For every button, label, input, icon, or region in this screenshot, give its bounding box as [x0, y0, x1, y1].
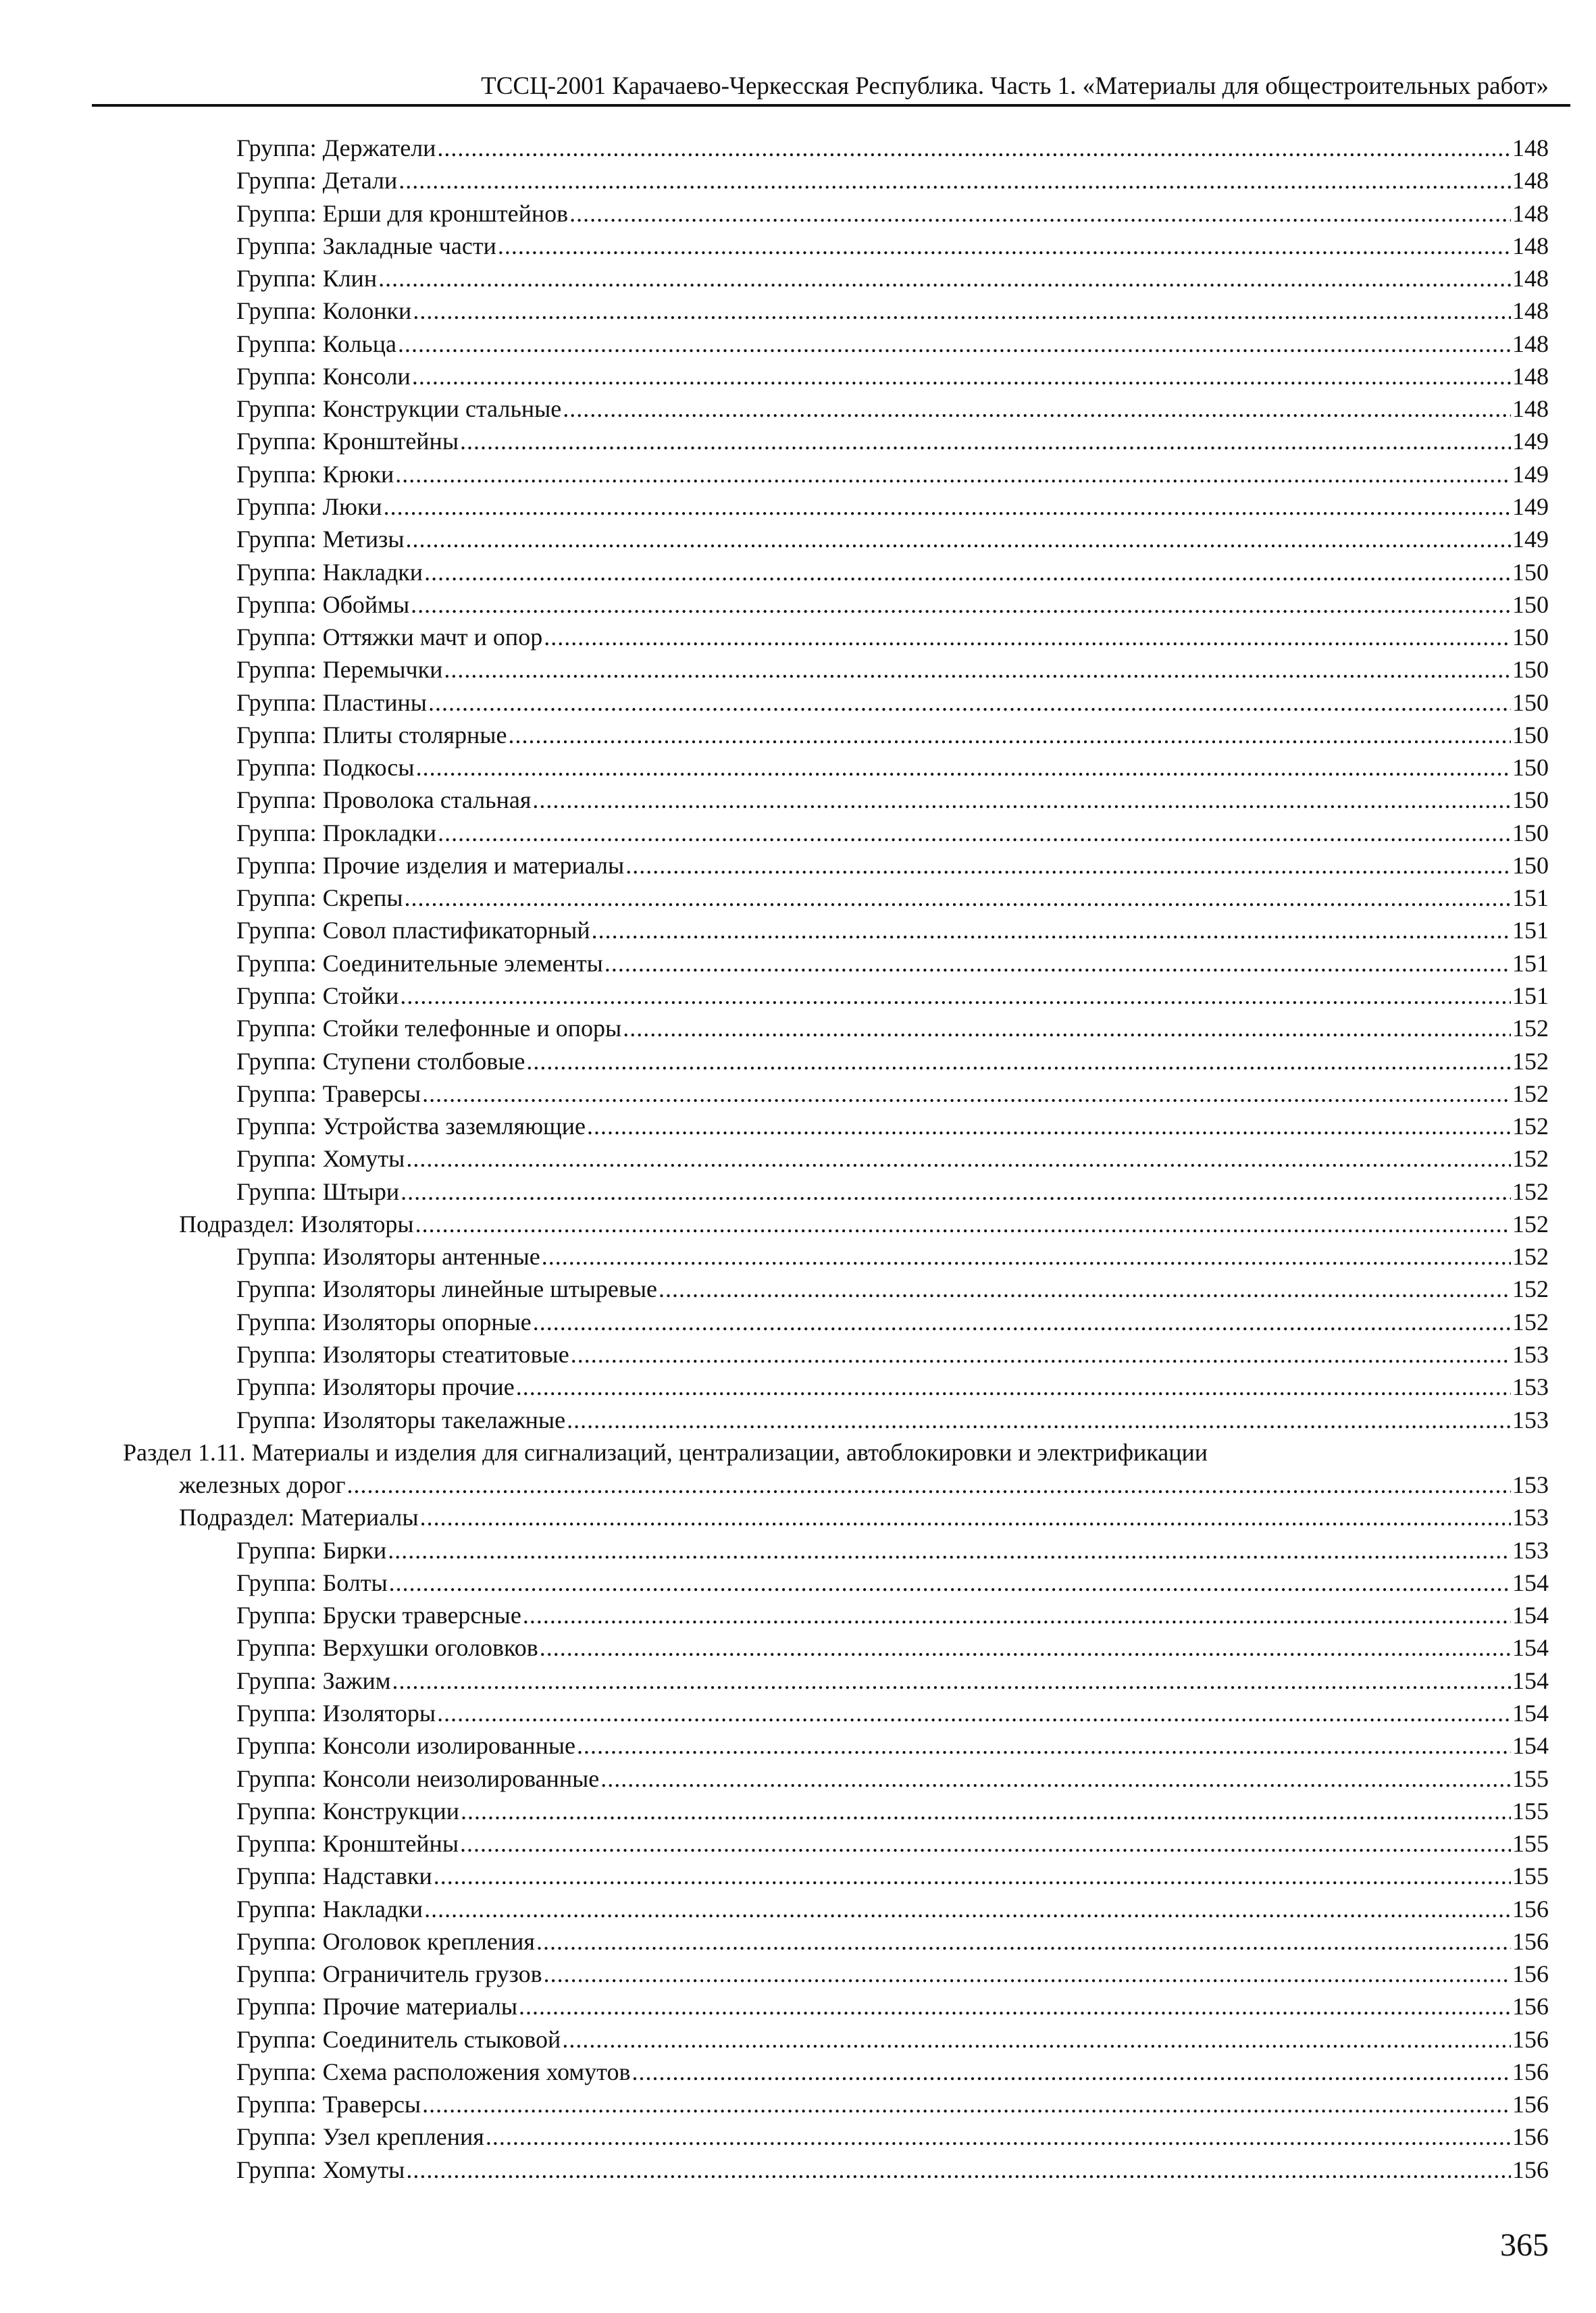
toc-entry-page: 150	[1512, 558, 1549, 586]
toc-entry-page: 156	[1512, 1993, 1549, 2020]
toc-entry-title: Группа: Консоли изолированные	[236, 1732, 576, 1760]
toc-entry-page: 156	[1512, 2091, 1549, 2118]
toc-entry-page: 151	[1512, 982, 1549, 1010]
toc-entry-title: Группа: Держатели	[236, 134, 436, 161]
toc-entry-page: 153	[1512, 1373, 1549, 1401]
toc-entry	[236, 588, 1549, 621]
toc-entry-page: 149	[1512, 492, 1549, 520]
dot-leader	[422, 1077, 1511, 1110]
toc-entry-title: Группа: Бруски траверсные	[236, 1602, 521, 1629]
toc-entry	[236, 262, 1549, 295]
toc-entry-page: 148	[1512, 232, 1549, 259]
dot-leader	[533, 1306, 1511, 1338]
toc-entry	[236, 1012, 1549, 1044]
toc-entry-page: 150	[1512, 851, 1549, 879]
toc-entry	[123, 1436, 1549, 1469]
toc-entry-page: 150	[1512, 688, 1549, 716]
dot-leader	[347, 1469, 1511, 1501]
toc-entry-page: 152	[1512, 1047, 1549, 1075]
dot-leader	[632, 2056, 1511, 2088]
dot-leader	[438, 817, 1511, 849]
toc-entry-title: железных дорог	[179, 1471, 346, 1499]
dot-leader	[577, 1729, 1511, 1762]
dot-leader	[406, 1142, 1511, 1175]
toc-entry-page: 153	[1512, 1340, 1549, 1368]
toc-entry	[236, 653, 1549, 686]
dot-leader	[516, 1371, 1511, 1403]
toc-entry-page: 151	[1512, 884, 1549, 912]
toc-entry-page: 149	[1512, 460, 1549, 488]
toc-entry	[236, 328, 1549, 360]
toc-entry	[236, 849, 1549, 882]
toc-entry	[236, 556, 1549, 588]
toc-entry	[236, 164, 1549, 197]
toc-entry	[236, 132, 1549, 164]
toc-entry-page: 154	[1512, 1699, 1549, 1727]
dot-leader	[508, 719, 1511, 751]
toc-entry-page: 152	[1512, 1113, 1549, 1140]
toc-entry-page: 151	[1512, 917, 1549, 944]
toc-entry	[236, 197, 1549, 230]
dot-leader	[587, 1110, 1511, 1142]
toc-entry-title: Группа: Изоляторы	[236, 1699, 436, 1727]
toc-entry-title: Группа: Штыри	[236, 1177, 400, 1205]
dot-leader	[400, 980, 1511, 1012]
toc-entry-page: 154	[1512, 1634, 1549, 1662]
dot-leader	[434, 1860, 1511, 1892]
toc-entry-title: Группа: Изоляторы стеатитовые	[236, 1340, 569, 1368]
toc-entry-page: 152	[1512, 1308, 1549, 1336]
toc-entry-page: 148	[1512, 167, 1549, 195]
toc-entry-page: 150	[1512, 656, 1549, 684]
toc-entry-page: 150	[1512, 624, 1549, 651]
dot-leader	[625, 849, 1511, 882]
dot-leader	[428, 686, 1511, 719]
toc-entry-page: 149	[1512, 526, 1549, 553]
toc-entry-title: Группа: Прочие материалы	[236, 1993, 518, 2020]
toc-entry-page: 156	[1512, 1895, 1549, 1923]
toc-entry-title: Группа: Хомуты	[236, 1145, 405, 1173]
toc-entry	[236, 1925, 1549, 1958]
toc-entry-title: Группа: Верхушки оголовков	[236, 1634, 538, 1662]
toc-entry-title: Группа: Узел крепления	[236, 2123, 484, 2151]
toc-entry	[236, 1990, 1549, 2023]
toc-entry-title: Группа: Оттяжки мачт и опор	[236, 624, 543, 651]
toc-entry	[236, 2056, 1549, 2088]
toc-entry-page: 152	[1512, 1015, 1549, 1042]
toc-entry-page: 152	[1512, 1079, 1549, 1107]
toc-entry	[236, 882, 1549, 914]
toc-entry-title: Группа: Бирки	[236, 1536, 387, 1564]
dot-leader	[519, 1990, 1511, 2023]
toc-entry-title: Группа: Изоляторы линейные штыревые	[236, 1275, 658, 1303]
toc-entry	[236, 784, 1549, 816]
toc-entry-title: Группа: Закладные части	[236, 232, 496, 259]
toc-entry-page: 154	[1512, 1569, 1549, 1596]
toc-entry-page: 148	[1512, 395, 1549, 423]
dot-leader	[623, 1012, 1511, 1044]
toc-entry	[236, 751, 1549, 784]
dot-leader	[542, 1240, 1511, 1273]
toc-entry-title: Группа: Надставки	[236, 1862, 432, 1890]
dot-leader	[406, 2154, 1511, 2186]
dot-leader	[398, 164, 1511, 197]
toc-entry	[236, 2088, 1549, 2120]
toc-entry-page: 156	[1512, 1960, 1549, 1988]
toc-entry-title: Группа: Зажим	[236, 1667, 391, 1694]
toc-entry-title: Группа: Оголовок крепления	[236, 1927, 535, 1955]
toc-entry	[236, 914, 1549, 946]
dot-leader	[420, 1501, 1511, 1533]
toc-entry-page: 152	[1512, 1177, 1549, 1205]
toc-entry-title: Группа: Соединительные элементы	[236, 949, 603, 977]
toc-entry-title: Группа: Люки	[236, 492, 382, 520]
dot-leader	[395, 458, 1511, 490]
toc-entry	[236, 1338, 1549, 1371]
toc-entry-page: 148	[1512, 199, 1549, 227]
dot-leader	[567, 1404, 1511, 1436]
toc-entry-title: Группа: Изоляторы такелажные	[236, 1406, 566, 1433]
toc-entry	[236, 1599, 1549, 1631]
toc-entry-title: Группа: Кронштейны	[236, 1830, 459, 1858]
toc-entry	[236, 1045, 1549, 1077]
toc-entry-title: Группа: Изоляторы прочие	[236, 1373, 515, 1401]
toc-entry-title: Группа: Конструкции	[236, 1797, 460, 1825]
toc-entry-title: Группа: Обоймы	[236, 590, 410, 618]
dot-leader	[415, 1208, 1511, 1240]
toc-entry	[236, 1371, 1549, 1403]
toc-entry-title: Группа: Болты	[236, 1569, 388, 1596]
dot-leader	[544, 1958, 1511, 1990]
toc-entry-page: 156	[1512, 2058, 1549, 2085]
dot-leader	[406, 523, 1511, 555]
toc-entry-title: Подраздел: Материалы	[179, 1504, 419, 1531]
dot-leader	[659, 1273, 1511, 1305]
dot-leader	[392, 1664, 1511, 1697]
dot-leader	[444, 653, 1511, 686]
toc-entry-title: Группа: Совол пластификаторный	[236, 917, 590, 944]
toc-entry	[236, 1273, 1549, 1305]
toc-entry-title: Группа: Прочие изделия и материалы	[236, 851, 625, 879]
toc-entry	[236, 1567, 1549, 1599]
toc-entry-title: Группа: Ступени столбовые	[236, 1047, 525, 1075]
toc-entry	[236, 2120, 1549, 2153]
toc-entry-title: Группа: Изоляторы опорные	[236, 1308, 532, 1336]
toc-entry	[236, 686, 1549, 719]
toc-entry-title: Группа: Кольца	[236, 330, 396, 357]
toc-entry	[236, 947, 1549, 980]
toc-entry-page: 149	[1512, 428, 1549, 455]
toc-entry	[236, 490, 1549, 523]
dot-leader	[540, 1631, 1511, 1664]
dot-leader	[523, 1599, 1511, 1631]
dot-leader	[389, 1567, 1511, 1599]
running-header: ТССЦ-2001 Карачаево-Черкесская Республика. Часть 1. «Материалы для общестроительных работ»	[481, 72, 1549, 100]
toc-entry-page: 156	[1512, 2025, 1549, 2053]
toc-entry-title: Раздел 1.11. Материалы и изделия для сигнализаций, централизации, автоблокировки и электрификации	[123, 1438, 1208, 1466]
toc-entry-title: Группа: Колонки	[236, 297, 412, 325]
toc-entry-title: Группа: Пластины	[236, 688, 427, 716]
dot-leader	[532, 784, 1511, 816]
dot-leader	[604, 947, 1511, 980]
toc-entry	[179, 1501, 1549, 1533]
toc-entry	[236, 1697, 1549, 1729]
toc-entry	[236, 1958, 1549, 1990]
toc-entry-title: Группа: Консоли	[236, 362, 411, 390]
dot-leader	[411, 588, 1511, 621]
toc-entry-title: Подраздел: Изоляторы	[179, 1210, 414, 1238]
toc-entry-title: Группа: Крюки	[236, 460, 394, 488]
toc-entry-page: 156	[1512, 1927, 1549, 1955]
dot-leader	[592, 914, 1511, 946]
toc-entry	[236, 1077, 1549, 1110]
toc-entry	[236, 458, 1549, 490]
toc-entry	[236, 1306, 1549, 1338]
toc-entry-title: Группа: Ограничитель грузов	[236, 1960, 542, 1988]
toc-entry-page: 148	[1512, 134, 1549, 161]
toc-entry-title: Группа: Проволока стальная	[236, 786, 532, 814]
toc-entry	[236, 392, 1549, 425]
dot-leader	[424, 1893, 1511, 1925]
toc-entry-page: 155	[1512, 1797, 1549, 1825]
dot-leader	[437, 132, 1511, 164]
dot-leader	[424, 556, 1511, 588]
dot-leader	[571, 1338, 1511, 1371]
toc-entry-page: 152	[1512, 1210, 1549, 1238]
dot-leader	[486, 2120, 1511, 2153]
toc-entry	[236, 1893, 1549, 1925]
toc-entry	[236, 1534, 1549, 1567]
toc-entry-page: 155	[1512, 1830, 1549, 1858]
toc-entry-page: 153	[1512, 1536, 1549, 1564]
toc-entry	[179, 1469, 1549, 1501]
toc-entry-title: Группа: Детали	[236, 167, 398, 195]
toc-entry-title: Группа: Плиты столярные	[236, 721, 507, 748]
toc-entry-title: Группа: Стойки	[236, 982, 399, 1010]
dot-leader	[388, 1534, 1511, 1567]
dot-leader	[544, 621, 1511, 653]
dot-leader	[437, 1697, 1511, 1729]
toc-entry-page: 153	[1512, 1406, 1549, 1433]
dot-leader	[600, 1762, 1511, 1795]
toc-entry-page: 150	[1512, 819, 1549, 846]
toc-entry-page: 152	[1512, 1275, 1549, 1303]
toc-entry-title: Группа: Метизы	[236, 526, 405, 553]
toc-entry	[236, 980, 1549, 1012]
toc-entry	[179, 1208, 1549, 1240]
dot-leader	[563, 392, 1511, 425]
toc-entry	[236, 621, 1549, 653]
toc-entry	[236, 1404, 1549, 1436]
toc-entry-title: Группа: Клин	[236, 265, 378, 293]
toc-entry	[236, 295, 1549, 327]
dot-leader	[384, 490, 1511, 523]
toc-entry	[236, 1860, 1549, 1892]
dot-leader	[398, 328, 1511, 360]
toc-entry	[236, 360, 1549, 392]
toc-entry	[236, 1142, 1549, 1175]
dot-leader	[498, 230, 1511, 262]
toc-entry-page: 156	[1512, 2156, 1549, 2183]
dot-leader	[460, 425, 1511, 457]
toc-entry-page: 153	[1512, 1471, 1549, 1499]
dot-leader	[422, 2088, 1511, 2120]
dot-leader	[569, 197, 1511, 230]
toc-entry-page: 154	[1512, 1602, 1549, 1629]
toc-entry	[236, 425, 1549, 457]
toc-entry	[236, 1240, 1549, 1273]
toc-entry-page: 153	[1512, 1504, 1549, 1531]
toc-entry	[236, 1175, 1549, 1208]
toc-entry-title: Группа: Конструкции стальные	[236, 395, 562, 423]
toc-entry-title: Группа: Кронштейны	[236, 428, 459, 455]
toc-entry-title: Группа: Подкосы	[236, 754, 415, 782]
toc-entry-page: 155	[1512, 1862, 1549, 1890]
toc-entry-page: 148	[1512, 265, 1549, 293]
toc-entry-page: 152	[1512, 1145, 1549, 1173]
toc-entry-page: 150	[1512, 590, 1549, 618]
toc-entry-title: Группа: Скрепы	[236, 884, 403, 912]
toc-entry	[236, 1762, 1549, 1795]
dot-leader	[461, 1795, 1511, 1827]
toc-entry	[236, 719, 1549, 751]
toc-entry	[236, 523, 1549, 555]
toc-entry-page: 148	[1512, 362, 1549, 390]
toc-entry-page: 150	[1512, 786, 1549, 814]
toc-entry-page: 154	[1512, 1732, 1549, 1760]
toc-entry-page: 152	[1512, 1243, 1549, 1271]
toc-entry-page: 151	[1512, 949, 1549, 977]
toc-entry-title: Группа: Траверсы	[236, 1079, 421, 1107]
toc-entry	[236, 2154, 1549, 2186]
toc-entry-page: 148	[1512, 330, 1549, 357]
dot-leader	[416, 751, 1511, 784]
dot-leader	[405, 882, 1511, 914]
toc-entry	[236, 1729, 1549, 1762]
dot-leader	[401, 1175, 1511, 1208]
toc-entry-page: 154	[1512, 1667, 1549, 1694]
toc-entry	[236, 817, 1549, 849]
toc-entry	[236, 1795, 1549, 1827]
dot-leader	[412, 360, 1511, 392]
toc-entry-page: 150	[1512, 754, 1549, 782]
toc-entry	[236, 2023, 1549, 2056]
toc-entry-title: Группа: Стойки телефонные и опоры	[236, 1015, 622, 1042]
toc-entry	[236, 1664, 1549, 1697]
toc-entry-title: Группа: Хомуты	[236, 2156, 405, 2183]
toc-entry-title: Группа: Накладки	[236, 1895, 423, 1923]
toc-entry-page: 155	[1512, 1764, 1549, 1792]
toc-entry-title: Группа: Перемычки	[236, 656, 443, 684]
toc-entry-title: Группа: Схема расположения хомутов	[236, 2058, 631, 2085]
toc-entry-title: Группа: Консоли неизолированные	[236, 1764, 600, 1792]
toc-entry-page: 148	[1512, 297, 1549, 325]
dot-leader	[378, 262, 1511, 295]
toc-entry	[236, 1110, 1549, 1142]
toc-entry	[236, 230, 1549, 262]
toc-entry-title: Группа: Накладки	[236, 558, 423, 586]
dot-leader	[562, 2023, 1511, 2056]
toc-entry-title: Группа: Прокладки	[236, 819, 437, 846]
toc-entry-title: Группа: Изоляторы антенные	[236, 1243, 540, 1271]
toc-entry	[236, 1827, 1549, 1860]
toc-entry-title: Группа: Соединитель стыковой	[236, 2025, 561, 2053]
dot-leader	[413, 295, 1511, 327]
toc-entry-title: Группа: Ерши для кронштейнов	[236, 199, 569, 227]
header-rule	[92, 104, 1570, 107]
dot-leader	[536, 1925, 1511, 1958]
toc-entry-title: Группа: Устройства заземляющие	[236, 1113, 586, 1140]
toc-entry-title: Группа: Траверсы	[236, 2091, 421, 2118]
toc-entry-page: 156	[1512, 2123, 1549, 2151]
dot-leader	[526, 1045, 1511, 1077]
toc-entry-page: 150	[1512, 721, 1549, 748]
dot-leader	[460, 1827, 1511, 1860]
page-number: 365	[1500, 2227, 1549, 2263]
toc-entry	[236, 1631, 1549, 1664]
